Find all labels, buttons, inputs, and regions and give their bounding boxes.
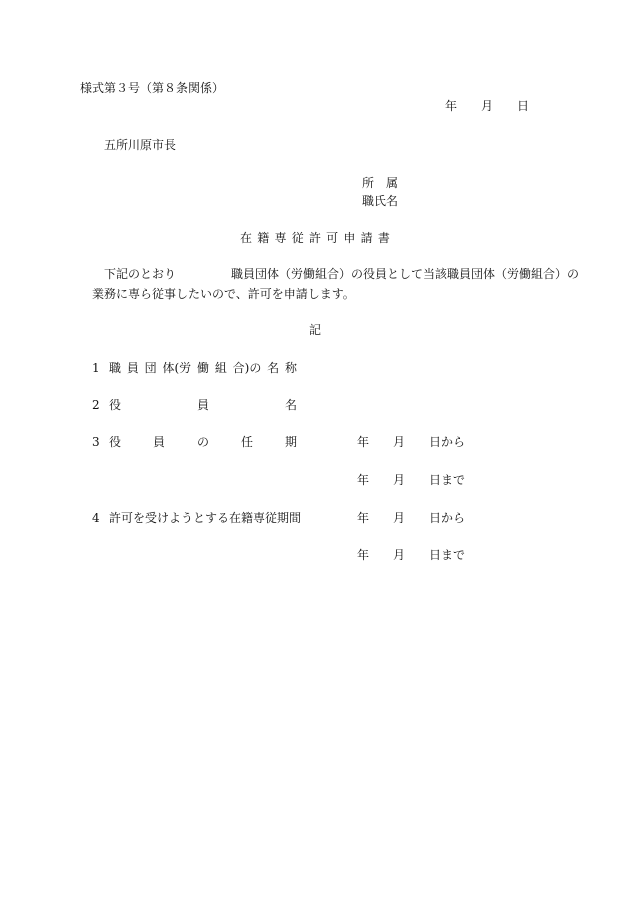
item-3-from-suffix: 日から [429,435,466,449]
item-2-label: 役 員 名 [109,398,297,412]
item-4-to-suffix: 日まで [429,548,466,562]
item-3-to-year: 年 [357,473,370,487]
item-4-from-year: 年 [357,511,370,525]
item-4-from-month: 月 [393,511,406,525]
form-number: 様式第３号（第８条関係） [80,81,225,95]
item-2-number: 2 [92,398,100,412]
item-4-label: 許可を受けようとする在籍専従期間 [109,511,302,525]
item-4-from-suffix: 日から [429,511,466,525]
item-4-number: 4 [92,511,100,525]
item-3-label: 役 員 の 任 期 [109,435,297,449]
ki-heading: 記 [309,323,322,337]
item-3-to-month: 月 [393,473,406,487]
body-line2: 業務に専ら従事したいので、許可を申請します。 [92,287,355,301]
date-day-label: 日 [517,99,530,113]
body-line1-rest: 職員団体（労働組合）の役員として当該職員団体（労働組合）の [231,267,580,281]
item-3-number: 3 [92,435,100,449]
item-1-number: 1 [92,361,100,375]
item-3-from-year: 年 [357,435,370,449]
date-month-label: 月 [481,99,494,113]
item-3-to-suffix: 日まで [429,473,466,487]
item-4-to-year: 年 [357,548,370,562]
item-3-from-month: 月 [393,435,406,449]
affiliation-label: 所 属 [362,176,398,190]
recipient: 五所川原市長 [104,138,177,152]
name-label: 職氏名 [362,194,399,208]
item-1-label: 職 員 団 体(労 働 組 合)の 名 称 [109,361,297,375]
date-year-label: 年 [445,99,458,113]
document-title: 在 籍 専 従 許 可 申 請 書 [240,231,390,245]
item-4-to-month: 月 [393,548,406,562]
body-line1-start: 下記のとおり [104,267,177,281]
